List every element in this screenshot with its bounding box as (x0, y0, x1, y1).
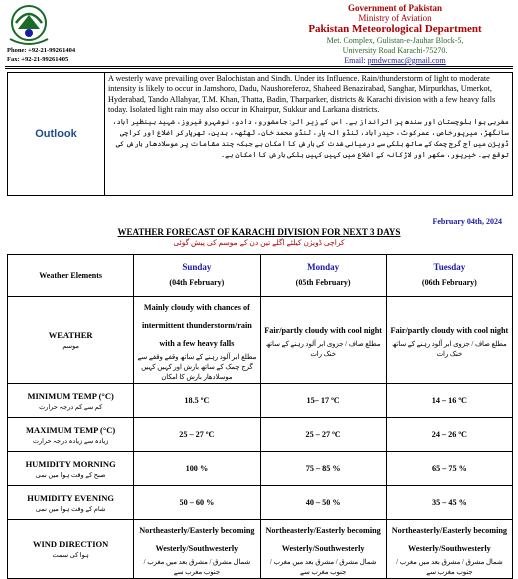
wind-text-urdu: شمال مشرق / مشرق بعد میں مغرب / جنوب مغرب سے (143, 559, 251, 576)
humidity-evening-value: 40 – 50 % (260, 486, 386, 520)
weather-label (8, 297, 134, 384)
row-label-urdu: صبح کے وقت ہوا میں نمی (35, 471, 106, 479)
forecast-title-urdu: کراچی ڈویژن کیلئے اگلے تین دن کے موسم کی پیش گوئی (173, 238, 345, 247)
humidity-morning-value: 65 – 75 % (386, 452, 512, 486)
day-date: (04th February) (169, 277, 225, 287)
humidity-morning-value: 100 % (134, 452, 260, 486)
min-temp-value: 14 – 16 ºC (386, 384, 512, 418)
max-temp-label (8, 418, 134, 452)
min-temp-value: 18.5 ºC (134, 384, 260, 418)
max-temp-row (8, 418, 513, 452)
humidity-morning-row (8, 452, 513, 486)
fax-text: Fax: +92-21-99261405 (7, 55, 69, 63)
row-label: WEATHER (48, 330, 93, 340)
forecast-table (7, 254, 513, 579)
weather-cell (386, 297, 512, 384)
weather-text-urdu: مطلع ابر آلود رہنے کے ساتھ وقفے وقفے سے گرج چمک کے ساتھ بارش اور کہیں کہیں موسلادھار بارش کا امکان (137, 354, 257, 381)
outlook-table (7, 72, 513, 196)
weather-text-urdu: مطلع صاف / جزوی ابر آلود رہنے کے ساتھ خنک رات (265, 341, 381, 358)
humidity-evening-value: 35 – 45 % (386, 486, 512, 520)
day-name: Tuesday (433, 261, 466, 272)
wind-cell (386, 520, 512, 579)
row-label: HUMIDITY MORNING (25, 458, 116, 469)
wind-direction-row (8, 520, 513, 579)
weather-cell (260, 297, 386, 384)
min-temp-row (8, 384, 513, 418)
email-line (300, 56, 490, 65)
humidity-morning-label (8, 452, 134, 486)
row-label-urdu: کم سے کم درجہ حرارت (39, 403, 103, 411)
max-temp-value: 25 – 27 ºC (134, 418, 260, 452)
pmd-logo-icon (6, 3, 52, 47)
wind-text-urdu: شمال مشرق / مشرق بعد میں مغرب / جنوب مغرب سے (269, 559, 377, 576)
outlook-urdu-text: مغربی ہوا بلوچستان اور سندھ پر اثرانداز ہے۔ اس کے زیر اثر: جامشورو، دادو، نوشہرو فیروز، شہید بینظیر آباد، سانگھڑ، میرپورخاص، عمرکوٹ، حیدرآباد، ٹنڈو الہ یار، ٹنڈو محمد خان، ٹھٹھہ، بدین، تھرپارکر اضلاع اور کراچی ڈویژن میں آج گرج چمک کے ساتھ ہلکی سے درمیانی شدت کی بارش کا امکان ہے جبکہ چند مقامات پر موسلادھار بارش کی توقع ہے۔ خیرپور، سکھر اور لاڑکانہ کے اضلاع میں کہیں کہیں ہلکی بارش کا امکان ہے۔ (112, 118, 509, 160)
wind-cell (134, 520, 260, 579)
email-link[interactable]: pmdwcmac@gmail.com (367, 56, 446, 65)
row-label-urdu: ہوا کی سمت (52, 552, 89, 559)
department-title: Pakistan Meteorological Department (308, 23, 482, 35)
row-label: MAXIMUM TEMP (°C) (26, 424, 116, 435)
wind-text: Northeasterly/Easterly becoming Westerly/Southwesterly (139, 526, 255, 553)
email-label: Email: (344, 56, 368, 65)
wind-text-urdu: شمال مشرق / مشرق بعد میں مغرب / جنوب مغرب سے (396, 559, 503, 576)
outlook-content (105, 73, 513, 196)
row-label-urdu: شام کے وقت ہوا میں نمی (35, 505, 106, 513)
wind-cell (260, 520, 386, 579)
day-header-tuesday (386, 255, 512, 297)
gov-title: Government of Pakistan (348, 3, 442, 13)
weather-text: Fair/partly cloudy with cool night (390, 326, 509, 335)
weather-row (8, 297, 513, 384)
header-divider (5, 66, 513, 67)
day-name: Sunday (182, 261, 212, 272)
row-label: MINIMUM TEMP (°C) (27, 390, 114, 401)
address-line-2: University Road Karachi-75270. (342, 46, 448, 55)
forecast-date: February 04th, 2024 (432, 217, 502, 226)
day-header-monday (260, 255, 386, 297)
day-name: Monday (307, 261, 340, 272)
forecast-header-row (8, 255, 513, 297)
min-temp-value: 15– 17 ºC (260, 384, 386, 418)
row-label-urdu: زیادہ سے زیادہ درجہ حرارت (32, 437, 109, 445)
header-divider-2 (5, 68, 513, 69)
weather-cell (134, 297, 260, 384)
humidity-evening-value: 50 – 60 % (134, 486, 260, 520)
outlook-text: A westerly wave prevailing over Balochistan and Sindh. Under its Influence. Rain/thunderstorm of light to moderate intensity is likely to occur in Jamshoro, Dadu, Naushoreferoz, Shaheed Benazirabad, Sanghar, Mirpurkhas, Umerkot, Hyderabad, Tando Allahyar, T.M. Khan, Thatta, Badin, Tharparker, districts & Karachi division with a few heavy falls today. Isolated light rain may also occur in Khairpur, Sukkur and Larkana districts. (108, 74, 496, 114)
row-label: HUMIDITY EVENING (27, 492, 115, 503)
max-temp-value: 25 – 27 ºC (260, 418, 386, 452)
humidity-morning-value: 75 – 85 % (260, 452, 386, 486)
day-header-sunday (134, 255, 260, 297)
address-line-1: Met. Complex, Gulistan-e-Jauhar Block-5, (326, 36, 464, 45)
weather-elements-header: Weather Elements (8, 255, 134, 297)
humidity-evening-label (8, 486, 134, 520)
row-label: WIND DIRECTION (32, 539, 109, 549)
wind-text: Northeasterly/Easterly becoming Westerly/Southwesterly (265, 526, 381, 553)
day-date: (05th February) (295, 277, 351, 287)
humidity-evening-row (8, 486, 513, 520)
ministry-title: Ministry of Aviation (358, 13, 432, 23)
forecast-title: WEATHER FORECAST OF KARACHI DIVISION FOR NEXT 3 DAYS (117, 227, 401, 237)
day-date: (06th February) (421, 277, 477, 287)
weather-text: Mainly cloudy with chances of intermittent thunderstorm/rain with a few heavy falls (141, 303, 252, 348)
weather-text-urdu: مطلع صاف / جزوی ابر آلود رہنے کے ساتھ خنک رات (392, 341, 507, 358)
weather-text: Fair/partly cloudy with cool night (264, 326, 383, 335)
wind-text: Northeasterly/Easterly becoming Westerly/Southwesterly (391, 526, 508, 553)
phone-text: Phone: +92-21-99261404 (7, 47, 76, 54)
row-label-urdu: موسم (62, 343, 79, 350)
wind-direction-label (8, 520, 134, 579)
max-temp-value: 24 – 26 ºC (386, 418, 512, 452)
min-temp-label (8, 384, 134, 418)
outlook-label: Outlook (8, 73, 105, 196)
contact-info (7, 47, 75, 64)
